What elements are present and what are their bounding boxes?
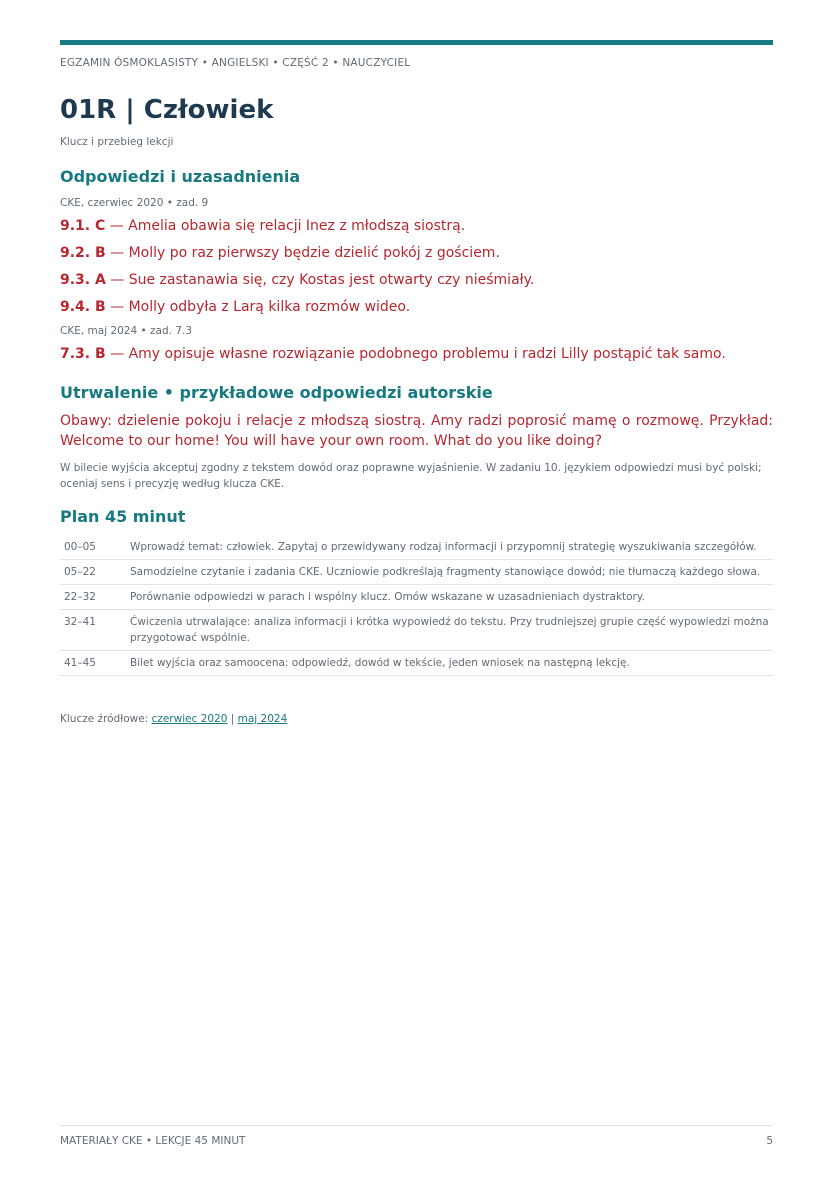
answer-text: — Molly odbyła z Larą kilka rozmów wideo. [105, 299, 411, 315]
time-cell: 05–22 [60, 560, 126, 585]
time-cell: 00–05 [60, 535, 126, 560]
source-link-june-2020[interactable]: czerwiec 2020 [151, 713, 228, 725]
sample-answer: Obawy: dzielenie pokoju i relacje z młodszą siostrą. Amy radzi poprosić mamę o rozmowę. Przykład: Welcome to our home! You will have your own room. What do you like doing? [60, 413, 773, 449]
table-row [60, 651, 773, 676]
description-cell: Bilet wyjścia oraz samoocena: odpowiedź, dowód w tekście, jeden wniosek na następną lekcję. [126, 651, 773, 676]
answer-key: 9.4. B [60, 299, 106, 315]
answer-text: — Molly po raz pierwszy będzie dzielić pokój z gościem. [105, 245, 500, 261]
answer-text: — Sue zastanawia się, czy Kostas jest otwarty czy nieśmiały. [105, 272, 535, 288]
time-cell: 32–41 [60, 610, 126, 651]
description-cell: Samodzielne czytanie i zadania CKE. Uczniowie podkreślają fragmenty stanowiące dowód; nie tłumaczą każdego słowa. [126, 560, 773, 585]
answer-item [60, 272, 534, 288]
table-row [60, 560, 773, 585]
table-row [60, 585, 773, 610]
table-row [60, 610, 773, 651]
answer-key: 9.2. B [60, 245, 106, 261]
answer-text: — Amelia obawia się relacji Inez z młodszą siostrą. [105, 218, 466, 234]
document-page [60, 0, 773, 1179]
answers-source-2: CKE, maj 2024 • zad. 7.3 [60, 325, 193, 337]
footer-divider [60, 1125, 773, 1126]
description-cell: Wprowadź temat: człowiek. Zapytaj o przewidywany rodzaj informacji i przypomnij strategię wyszukiwania szczegółów. [126, 535, 773, 560]
answer-text: — Amy opisuje własne rozwiązanie podobnego problemu i radzi Lilly postąpić tak samo. [105, 346, 726, 362]
answer-item [60, 346, 726, 362]
source-link-may-2024[interactable]: maj 2024 [237, 713, 288, 725]
time-cell: 41–45 [60, 651, 126, 676]
answer-key: 9.1. C [60, 218, 106, 234]
table-row [60, 535, 773, 560]
source-keys-label: Klucze źródłowe: [60, 713, 152, 725]
page-number: 5 [766, 1135, 773, 1147]
practice-heading: Utrwalenie • przykładowe odpowiedzi autorskie [60, 383, 493, 402]
source-separator: | [227, 713, 238, 725]
answer-item [60, 299, 410, 315]
plan-heading: Plan 45 minut [60, 507, 186, 526]
description-cell: Porównanie odpowiedzi w parach i wspólny klucz. Omów wskazane w uzasadnieniach dystraktory. [126, 585, 773, 610]
time-cell: 22–32 [60, 585, 126, 610]
answer-item [60, 245, 500, 261]
accent-bar [60, 40, 773, 45]
page-subtitle: Klucz i przebieg lekcji [60, 136, 174, 148]
lesson-plan-table [60, 535, 773, 676]
teacher-note: W bilecie wyjścia akceptuj zgodny z tekstem dowód oraz poprawne wyjaśnienie. W zadaniu 10. językiem odpowiedzi musi być polski; oceniaj sens i precyzję według klucza CKE. [60, 462, 762, 490]
page-title: 01R | Człowiek [60, 95, 274, 125]
answers-source-1: CKE, czerwiec 2020 • zad. 9 [60, 197, 209, 209]
description-cell: Ćwiczenia utrwalające: analiza informacji i krótka wypowiedź do tekstu. Przy trudniejszej grupie część wypowiedzi można przygotować wspólnie. [126, 610, 773, 651]
answer-item [60, 218, 465, 234]
exam-header: EGZAMIN ÓSMOKLASISTY • ANGIELSKI • CZĘŚĆ 2 • NAUCZYCIEL [60, 57, 411, 69]
source-keys [60, 713, 287, 725]
answers-heading: Odpowiedzi i uzasadnienia [60, 167, 301, 186]
answer-key: 7.3. B [60, 346, 106, 362]
answer-key: 9.3. A [60, 272, 106, 288]
footer-label: MATERIAŁY CKE • LEKCJE 45 MINUT [60, 1135, 246, 1147]
